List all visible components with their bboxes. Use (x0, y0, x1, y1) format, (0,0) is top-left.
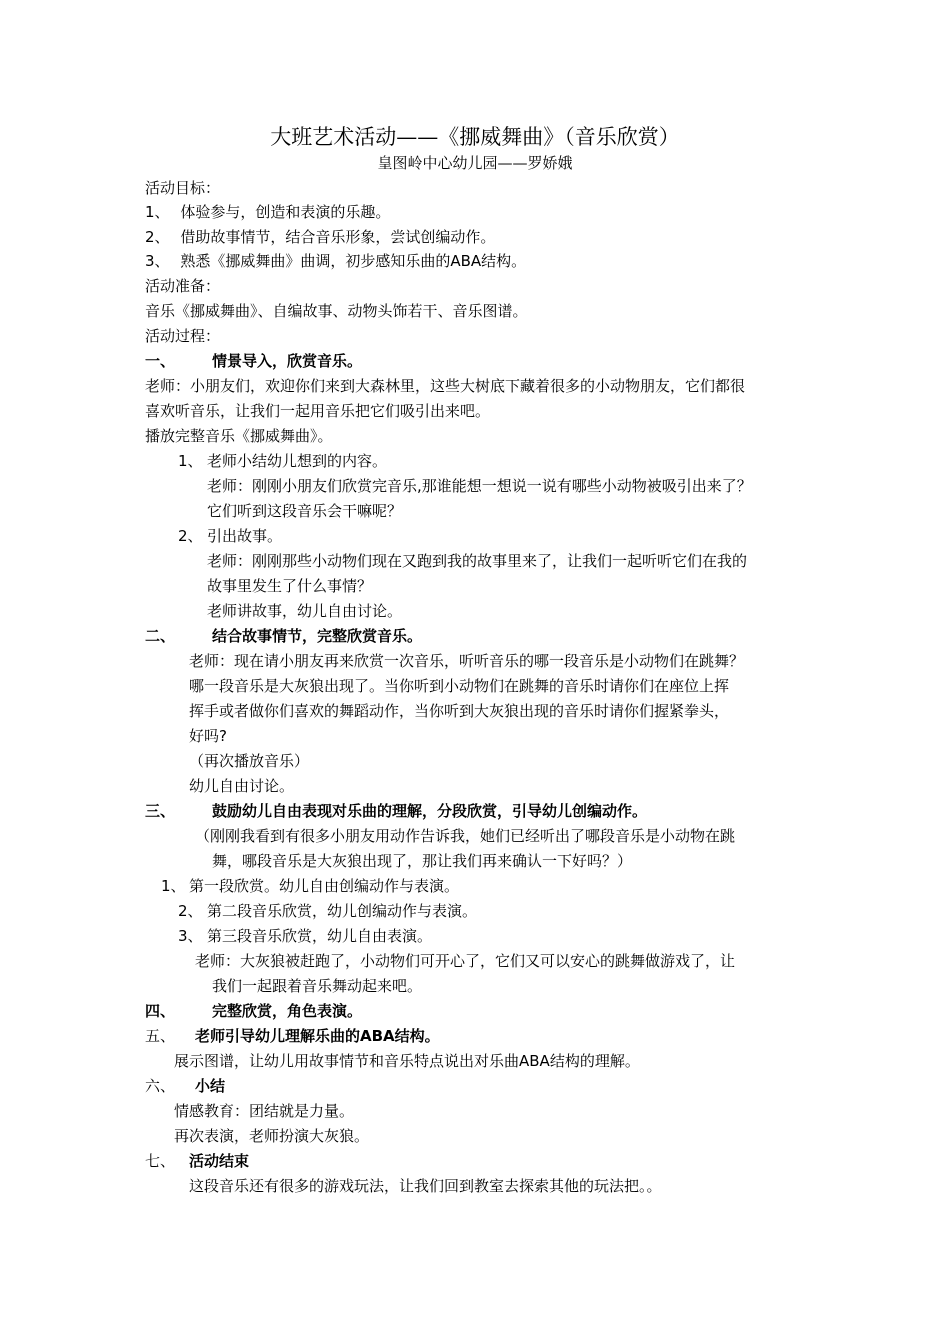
section-2-paragraph: 哪一段音乐是大灰狼出现了。当你听到小动物们在跳舞的音乐时请你们在座位上挥 (189, 677, 730, 695)
section-2-number: 二、 (145, 627, 176, 645)
section-3-teacher-line: 我们一起跟着音乐舞动起来吧。 (212, 977, 423, 995)
process-heading: 活动过程： (145, 327, 221, 345)
section-6-title: 小结 (195, 1077, 226, 1095)
section-1-item-detail: 老师：刚刚那些小动物们现在又跑到我的故事里来了，让我们一起听听它们在我的 (207, 552, 748, 570)
section-1-paragraph: 老师：小朋友们，欢迎你们来到大森林里，这些大树底下藏着很多的小动物朋友，它们都很 (145, 377, 746, 395)
goal-number: 3、 (145, 252, 170, 270)
section-3-paragraph: 舞，哪段音乐是大灰狼出现了，那让我们再来确认一下好吗？） (212, 852, 633, 870)
section-1-item-detail: 故事里发生了什么事情？ (207, 577, 373, 595)
section-2-paragraph: 挥手或者做你们喜欢的舞蹈动作，当你听到大灰狼出现的音乐时请你们握紧拳头， (189, 702, 730, 720)
section-2-paragraph: 幼儿自由讨论。 (189, 777, 295, 795)
goal-item (145, 251, 526, 271)
section-4-number: 四、 (145, 1002, 176, 1020)
section-6-number: 六、 (145, 1077, 176, 1095)
goals-heading: 活动目标： (145, 179, 221, 197)
section-2-paragraph: 老师：现在请小朋友再来欣赏一次音乐，听听音乐的哪一段音乐是小动物们在跳舞？ (189, 652, 745, 670)
prep-heading: 活动准备： (145, 277, 221, 295)
section-2-paragraph: 好吗? (189, 727, 227, 745)
section-7-title: 活动结束 (189, 1152, 250, 1170)
prep-text: 音乐《挪威舞曲》、自编故事、动物头饰若干、音乐图谱。 (145, 302, 528, 320)
section-7-paragraph: 这段音乐还有很多的游戏玩法，让我们回到教室去探索其他的玩法把。。 (189, 1177, 662, 1195)
section-1-item-text: 老师小结幼儿想到的内容。 (207, 452, 388, 470)
section-6-paragraph: 再次表演，老师扮演大灰狼。 (174, 1127, 370, 1145)
section-4-title: 完整欣赏，角色表演。 (212, 1002, 363, 1020)
section-3-item-text: 第一段欣赏。幼儿自由创编动作与表演。 (189, 877, 460, 895)
section-1-item-number: 1、 (178, 452, 203, 470)
goal-item (145, 202, 390, 222)
goal-number: 2、 (145, 228, 170, 246)
section-5-number: 五、 (145, 1027, 176, 1045)
section-1-number: 一、 (145, 352, 176, 370)
section-1-paragraph: 播放完整音乐《挪威舞曲》。 (145, 427, 333, 445)
section-3-title: 鼓励幼儿自由表现对乐曲的理解，分段欣赏，引导幼儿创编动作。 (212, 802, 648, 820)
section-5-paragraph: 展示图谱，让幼儿用故事情节和音乐特点说出对乐曲ABA结构的理解。 (174, 1052, 640, 1070)
goal-item (145, 227, 495, 247)
goal-text: 借助故事情节，结合音乐形象，尝试创编动作。 (180, 228, 496, 246)
section-3-item-text: 第三段音乐欣赏，幼儿自由表演。 (207, 927, 433, 945)
section-3-item-number: 3、 (178, 927, 203, 945)
section-2-paragraph: （再次播放音乐） (189, 752, 310, 770)
goal-number: 1、 (145, 203, 170, 221)
section-3-item-text: 第二段音乐欣赏，幼儿创编动作与表演。 (207, 902, 478, 920)
document-author: 皇图岭中心幼儿园——罗娇娥 (377, 154, 573, 172)
section-1-item-detail: 老师讲故事，幼儿自由讨论。 (207, 602, 403, 620)
section-3-item-number: 2、 (178, 902, 203, 920)
section-7-number: 七、 (145, 1152, 176, 1170)
section-1-paragraph: 喜欢听音乐，让我们一起用音乐把它们吸引出来吧。 (145, 402, 491, 420)
section-1-item-detail: 老师：刚刚小朋友们欣赏完音乐,那谁能想一想说一说有哪些小动物被吸引出来了？ (207, 477, 752, 495)
section-1-title: 情景导入，欣赏音乐。 (212, 352, 363, 370)
section-1-item-text: 引出故事。 (207, 527, 283, 545)
goal-text: 体验参与，创造和表演的乐趣。 (180, 203, 391, 221)
section-3-teacher-line: 老师：大灰狼被赶跑了，小动物们可开心了，它们又可以安心的跳舞做游戏了，让 (195, 952, 736, 970)
section-3-paragraph: （刚刚我看到有很多小朋友用动作告诉我，她们已经听出了哪段音乐是小动物在跳 (195, 827, 736, 845)
document-title: 大班艺术活动——《挪威舞曲》（音乐欣赏） (270, 125, 680, 149)
section-1-item-number: 2、 (178, 527, 203, 545)
section-3-number: 三、 (145, 802, 176, 820)
goal-text: 熟悉《挪威舞曲》曲调，初步感知乐曲的ABA结构。 (180, 252, 527, 270)
section-1-item-detail: 它们听到这段音乐会干嘛呢？ (207, 502, 403, 520)
section-6-paragraph: 情感教育：团结就是力量。 (174, 1102, 355, 1120)
section-3-item-number: 1、 (161, 877, 186, 895)
section-5-title: 老师引导幼儿理解乐曲的ABA结构。 (195, 1027, 440, 1045)
section-2-title: 结合故事情节，完整欣赏音乐。 (212, 627, 423, 645)
